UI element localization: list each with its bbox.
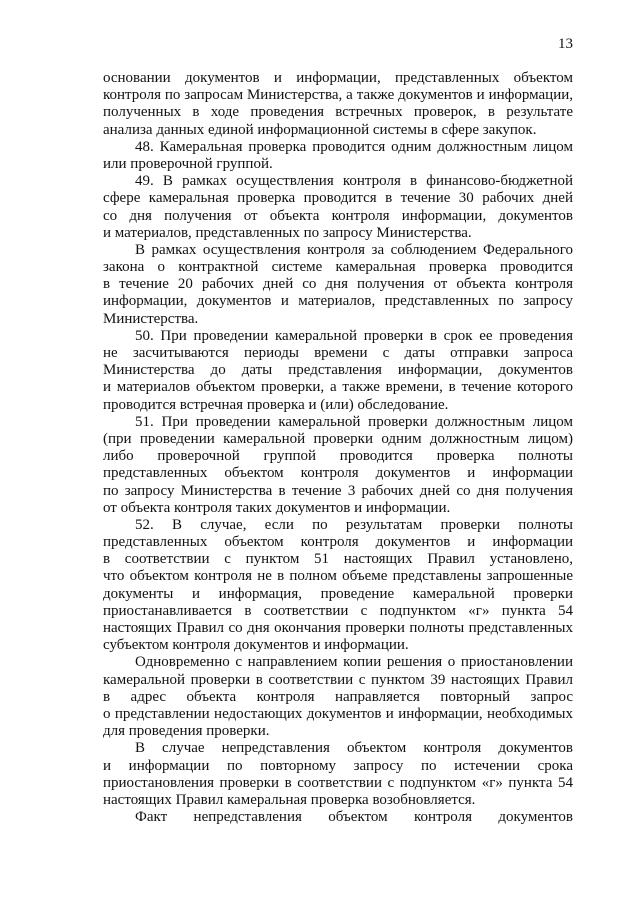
paragraph: [103, 414, 573, 517]
text-line: либо проверочной группой проводится проверка полноты: [103, 448, 573, 465]
text-line: документы и информация, проведение камеральной проверки: [103, 585, 573, 602]
text-line: 49. В рамках осуществления контроля в финансово-бюджетной: [135, 173, 573, 190]
text-line: 50. При проведении камеральной проверки в срок ее проведения: [135, 327, 573, 344]
text-line: полученных в ходе проведения встречных проверок, в результате: [103, 104, 573, 121]
text-line: информации, документов и материалов, представленных по запросу: [103, 293, 573, 310]
text-line: 51. При проведении камеральной проверки должностным лицом: [135, 413, 573, 430]
text-line: приостановления проверки в соответствии с подпунктом «г» пункта 54: [103, 774, 573, 791]
text-line: в течение 20 рабочих дней со дня получения от объекта контроля: [103, 276, 573, 293]
document-body: [103, 70, 573, 826]
text-line: (при проведении камеральной проверки одним должностным лицом): [103, 430, 573, 447]
text-line: со дня получения от объекта контроля информации, документов: [103, 207, 573, 224]
text-line: от объекта контроля таких документов и информации.: [103, 499, 451, 516]
text-line: 48. Камеральная проверка проводится одним должностным лицом: [135, 138, 573, 155]
paragraph: [103, 139, 573, 173]
text-line: закона о контрактной системе камеральная проверка проводится: [103, 259, 573, 276]
paragraph: [103, 70, 573, 139]
text-line: настоящих Правил со дня окончания проверки полноты представленных: [103, 620, 573, 636]
text-line: основании документов и информации, представленных объектом: [103, 70, 573, 86]
text-line: что объектом контроля не в полном объеме представлены запрошенные: [103, 568, 573, 585]
text-line: о представлении недостающих документов и информации, необходимых: [103, 705, 573, 722]
paragraph: [103, 517, 573, 655]
text-line: В рамках осуществления контроля за соблюдением Федерального: [135, 241, 573, 258]
text-line: контроля по запросам Министерства, а также документов и информации,: [103, 87, 573, 104]
text-line: приостанавливается в соответствии с подпунктом «г» пункта 54: [103, 602, 573, 619]
text-line: Министерства до даты представления информации, документов: [103, 362, 573, 379]
text-line: анализа данных единой информационной системы в сфере закупок.: [103, 121, 537, 138]
text-line: представленных объектом контроля документов и информации: [103, 534, 573, 551]
text-line: Факт непредставления объектом контроля документов: [135, 809, 573, 826]
text-line: и материалов объектом проверки, а также времени, в течение которого: [103, 379, 573, 396]
text-line: и материалов, представленных по запросу Министерства.: [103, 224, 472, 241]
text-line: настоящих Правил камеральная проверка возобновляется.: [103, 791, 476, 808]
text-line: В случае непредставления объектом контроля документов: [135, 740, 573, 757]
text-line: 52. В случае, если по результатам проверки полноты: [135, 516, 573, 533]
text-line: или проверочной группой.: [103, 155, 273, 172]
text-line: и информации по повторному запросу по истечении срока: [103, 757, 573, 774]
text-line: не засчитываются периоды времени с даты отправки запроса: [103, 345, 573, 361]
paragraph: [103, 328, 573, 414]
text-line: Министерства.: [103, 310, 199, 327]
text-line: субъектом контроля документов и информации.: [103, 637, 409, 654]
page-number: 13: [558, 36, 573, 52]
text-line: в адрес объекта контроля направляется повторный запрос: [103, 688, 573, 705]
text-line: по запросу Министерства в течение 3 рабочих дней со дня получения: [103, 482, 573, 499]
text-line: сфере камеральная проверка проводится в течение 30 рабочих дней: [103, 190, 573, 207]
paragraph: [103, 654, 573, 740]
text-line: представленных объектом контроля документов и информации: [103, 465, 573, 482]
paragraph: [103, 242, 573, 328]
text-line: для проведения проверки.: [103, 723, 270, 740]
paragraph: [103, 809, 573, 826]
paragraph: [103, 173, 573, 242]
text-line: Одновременно с направлением копии решения о приостановлении: [135, 654, 573, 671]
text-line: в соответствии с пунктом 51 настоящих Правил установлено,: [103, 551, 573, 568]
text-line: камеральной проверки в соответствии с пунктом 39 настоящих Правил: [103, 671, 573, 688]
text-line: проводится встречная проверка и (или) обследование.: [103, 396, 449, 413]
paragraph: [103, 740, 573, 809]
